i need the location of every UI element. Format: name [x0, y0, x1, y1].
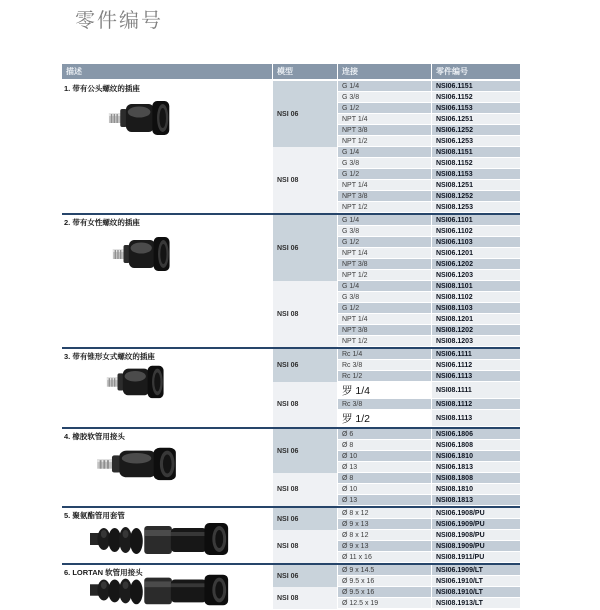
part-number-cell: NSI08.1911/PU [432, 552, 520, 562]
model-cell: NSI 08 [273, 281, 338, 347]
section-groups [273, 81, 520, 213]
section-description: 1. 带有公头螺纹的插座 [64, 84, 140, 93]
part-number-cell: NSI08.1908/PU [432, 530, 520, 540]
section-groups [273, 429, 520, 506]
table-row [338, 270, 520, 281]
section-description: 5. 聚氨酯管用套管 [64, 511, 125, 520]
male-thread-coupling-photo [108, 97, 174, 137]
connection-cell: NPT 1/4 [338, 180, 432, 190]
connection-cell: Ø 9 x 14.5 [338, 565, 432, 575]
part-number-cell: NSI08.1813 [432, 495, 520, 505]
model-group [273, 530, 520, 563]
connection-cell: NPT 3/8 [338, 325, 432, 335]
part-number-cell: NSI06.1252 [432, 125, 520, 135]
connection-cell: G 1/4 [338, 81, 432, 91]
header-model: 模型 [273, 64, 338, 79]
connection-cell: Ø 9.5 x 16 [338, 587, 432, 597]
table-row [338, 81, 520, 92]
table-row [338, 462, 520, 473]
connection-cell: NPT 1/2 [338, 136, 432, 146]
part-number-cell: NSI08.1251 [432, 180, 520, 190]
connection-cell: G 1/2 [338, 169, 432, 179]
part-number-cell: NSI06.1102 [432, 226, 520, 236]
table-row [338, 495, 520, 506]
model-cell: NSI 06 [273, 349, 338, 382]
table-body [62, 81, 520, 609]
table-row [338, 158, 520, 169]
connection-cell: NPT 1/2 [338, 202, 432, 212]
connection-cell: Ø 6 [338, 429, 432, 439]
connection-cell: NPT 1/2 [338, 270, 432, 280]
part-number-cell: NSI06.1103 [432, 237, 520, 247]
table-row [338, 114, 520, 125]
model-cell: NSI 06 [273, 565, 338, 587]
table-row [338, 473, 520, 484]
model-group [273, 508, 520, 530]
connection-cell: G 3/8 [338, 92, 432, 102]
part-number-cell: NSI08.1101 [432, 281, 520, 291]
model-group [273, 215, 520, 281]
model-cell: NSI 08 [273, 587, 338, 609]
connection-cell: Ø 8 x 12 [338, 508, 432, 518]
table-section [62, 213, 520, 347]
connection-cell: Ø 9 x 13 [338, 541, 432, 551]
table-header-row [62, 64, 520, 81]
part-number-cell: NSI06.1112 [432, 360, 520, 370]
connection-cell: NPT 1/4 [338, 314, 432, 324]
table-row [338, 552, 520, 563]
part-number-cell: NSI08.1151 [432, 147, 520, 157]
connection-cell: G 3/8 [338, 292, 432, 302]
part-number-cell: NSI06.1151 [432, 81, 520, 91]
model-group [273, 147, 520, 213]
part-number-cell: NSI06.1909/PU [432, 519, 520, 529]
header-part-number: 零件编号 [432, 64, 520, 79]
table-row [338, 360, 520, 371]
connection-cell: G 1/4 [338, 281, 432, 291]
part-number-cell: NSI06.1111 [432, 349, 520, 359]
table-row [338, 169, 520, 180]
part-number-cell: NSI08.1910/LT [432, 587, 520, 597]
tapered-female-thread-coupling-photo [106, 362, 168, 400]
page-title: 零件编号 [75, 10, 163, 32]
part-number-cell: NSI06.1813 [432, 462, 520, 472]
connection-cell: Ø 11 x 16 [338, 552, 432, 562]
connection-cell: NPT 3/8 [338, 125, 432, 135]
part-number-cell: NSI06.1153 [432, 103, 520, 113]
connection-cell: Ø 10 [338, 451, 432, 461]
connection-cell: Ø 9.5 x 16 [338, 576, 432, 586]
connection-cell: NPT 3/8 [338, 259, 432, 269]
connection-cell: NPT 1/2 [338, 336, 432, 346]
model-cell: NSI 06 [273, 508, 338, 530]
description-cell [62, 215, 273, 347]
part-number-cell: NSI06.1910/LT [432, 576, 520, 586]
part-number-cell: NSI06.1152 [432, 92, 520, 102]
table-section [62, 506, 520, 563]
part-number-cell: NSI06.1253 [432, 136, 520, 146]
part-number-cell: NSI08.1203 [432, 336, 520, 346]
table-row [338, 541, 520, 552]
description-cell [62, 349, 273, 427]
part-number-cell: NSI08.1202 [432, 325, 520, 335]
table-row [338, 371, 520, 382]
table-row [338, 92, 520, 103]
table-row [338, 410, 520, 427]
part-number-cell: NSI06.1203 [432, 270, 520, 280]
model-group [273, 281, 520, 347]
connection-cell: Ø 9 x 13 [338, 519, 432, 529]
model-cell: NSI 08 [273, 382, 338, 427]
model-cell: NSI 06 [273, 215, 338, 281]
connection-cell: 罗 1/4 [338, 382, 432, 398]
table-row [338, 202, 520, 213]
table-row [338, 429, 520, 440]
table-row [338, 349, 520, 360]
connection-cell: Ø 12.5 x 19 [338, 598, 432, 608]
table-section [62, 427, 520, 506]
connection-cell: G 3/8 [338, 158, 432, 168]
table-row [338, 191, 520, 202]
model-cell: NSI 08 [273, 147, 338, 213]
part-number-cell: NSI08.1112 [432, 399, 520, 409]
model-cell: NSI 08 [273, 473, 338, 506]
table-row [338, 103, 520, 114]
part-number-cell: NSI06.1810 [432, 451, 520, 461]
part-number-cell: NSI08.1113 [432, 410, 520, 426]
description-cell [62, 81, 273, 213]
part-number-cell: NSI06.1909/LT [432, 565, 520, 575]
section-description: 3. 带有锥形女式螺纹的插座 [64, 352, 155, 361]
table-row [338, 292, 520, 303]
connection-cell: Ø 8 [338, 440, 432, 450]
table-row [338, 565, 520, 576]
part-number-cell: NSI08.1102 [432, 292, 520, 302]
connection-cell: 罗 1/2 [338, 410, 432, 426]
connection-cell: Rc 3/8 [338, 360, 432, 370]
table-row [338, 314, 520, 325]
table-row [338, 336, 520, 347]
table-row [338, 136, 520, 147]
part-number-cell: NSI08.1201 [432, 314, 520, 324]
description-cell [62, 565, 273, 609]
connection-cell: Rc 1/4 [338, 349, 432, 359]
table-row [338, 180, 520, 191]
part-number-cell: NSI08.1103 [432, 303, 520, 313]
part-number-cell: NSI08.1808 [432, 473, 520, 483]
connection-cell: Rc 3/8 [338, 399, 432, 409]
model-cell: NSI 06 [273, 81, 338, 147]
part-number-cell: NSI08.1909/PU [432, 541, 520, 551]
description-cell [62, 429, 273, 506]
table-row [338, 530, 520, 541]
part-number-cell: NSI08.1253 [432, 202, 520, 212]
part-number-cell: NSI06.1808 [432, 440, 520, 450]
table-section [62, 347, 520, 427]
lortan-hose-connector-photo [90, 570, 238, 610]
part-number-cell: NSI06.1908/PU [432, 508, 520, 518]
connection-cell: G 1/4 [338, 147, 432, 157]
model-group [273, 565, 520, 587]
part-number-cell: NSI06.1101 [432, 215, 520, 225]
table-row [338, 303, 520, 314]
female-thread-coupling-photo [112, 233, 174, 273]
table-row [338, 259, 520, 270]
table-row [338, 451, 520, 462]
part-number-cell: NSI08.1111 [432, 382, 520, 398]
table-row [338, 215, 520, 226]
section-groups [273, 349, 520, 427]
table-row [338, 248, 520, 259]
description-cell [62, 508, 273, 563]
section-groups [273, 215, 520, 347]
section-description: 4. 橡胶软管用接头 [64, 432, 125, 441]
part-number-cell: NSI06.1202 [432, 259, 520, 269]
model-group [273, 429, 520, 473]
table-row [338, 226, 520, 237]
section-description: 2. 带有女性螺纹的插座 [64, 218, 140, 227]
header-connection: 连接 [338, 64, 432, 79]
table-row [338, 598, 520, 609]
table-row [338, 399, 520, 410]
model-cell: NSI 08 [273, 530, 338, 563]
table-row [338, 440, 520, 451]
table-row [338, 281, 520, 292]
table-row [338, 576, 520, 587]
header-description: 描述 [62, 64, 273, 79]
connection-cell: Ø 13 [338, 462, 432, 472]
polyurethane-tube-connector-photo [90, 518, 238, 560]
connection-cell: G 1/4 [338, 215, 432, 225]
connection-cell: NPT 1/4 [338, 248, 432, 258]
model-group [273, 349, 520, 382]
part-number-cell: NSI08.1152 [432, 158, 520, 168]
part-number-cell: NSI06.1113 [432, 371, 520, 381]
section-description: 6. LORTAN 软管用接头 [64, 568, 143, 577]
table-row [338, 382, 520, 399]
model-cell: NSI 06 [273, 429, 338, 473]
model-group [273, 473, 520, 506]
table-row [338, 587, 520, 598]
connection-cell: Ø 10 [338, 484, 432, 494]
section-groups [273, 565, 520, 609]
table-row [338, 325, 520, 336]
part-number-cell: NSI06.1251 [432, 114, 520, 124]
table-row [338, 125, 520, 136]
table-section [62, 81, 520, 213]
table-row [338, 508, 520, 519]
connection-cell: Rc 1/2 [338, 371, 432, 381]
table-row [338, 237, 520, 248]
model-group [273, 587, 520, 609]
section-groups [273, 508, 520, 563]
connection-cell: G 1/2 [338, 237, 432, 247]
model-group [273, 382, 520, 427]
connection-cell: G 1/2 [338, 103, 432, 113]
part-number-cell: NSI08.1153 [432, 169, 520, 179]
parts-table [62, 64, 520, 609]
table-row [338, 147, 520, 158]
model-group [273, 81, 520, 147]
rubber-hose-connector-photo [96, 444, 182, 482]
connection-cell: G 1/2 [338, 303, 432, 313]
connection-cell: G 3/8 [338, 226, 432, 236]
table-row [338, 484, 520, 495]
part-number-cell: NSI08.1252 [432, 191, 520, 201]
table-section [62, 563, 520, 609]
connection-cell: NPT 1/4 [338, 114, 432, 124]
part-number-cell: NSI06.1201 [432, 248, 520, 258]
part-number-cell: NSI08.1913/LT [432, 598, 520, 608]
part-number-cell: NSI06.1806 [432, 429, 520, 439]
connection-cell: NPT 3/8 [338, 191, 432, 201]
connection-cell: Ø 13 [338, 495, 432, 505]
table-row [338, 519, 520, 530]
connection-cell: Ø 8 x 12 [338, 530, 432, 540]
part-number-cell: NSI08.1810 [432, 484, 520, 494]
connection-cell: Ø 8 [338, 473, 432, 483]
